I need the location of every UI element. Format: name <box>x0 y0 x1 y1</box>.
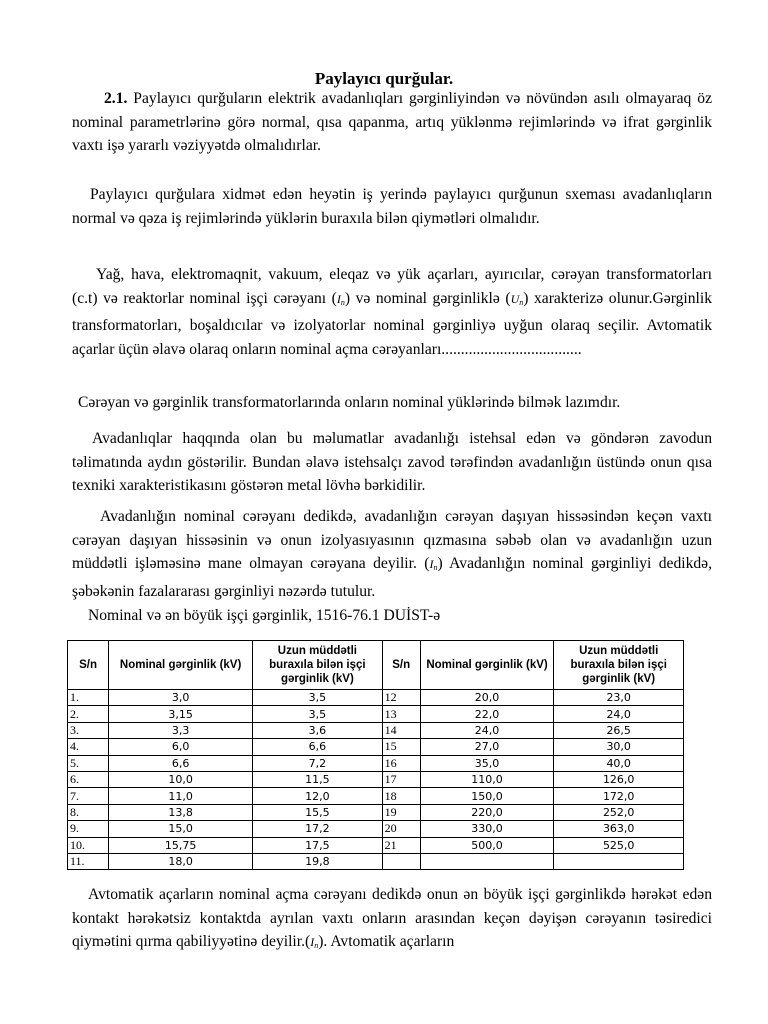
table-row <box>68 837 684 853</box>
cell-max-voltage: 252,0 <box>554 804 684 820</box>
cell-nominal-voltage: 500,0 <box>420 837 554 853</box>
table-body <box>68 690 684 870</box>
cell-sn: 17 <box>382 771 420 787</box>
cell-nominal-voltage: 3,3 <box>109 722 253 738</box>
paragraph-transformers: Cərəyan və gərginlik transformatorlarında onların nominal yüklərində bilmək lazımdır. <box>78 394 621 411</box>
cell-max-voltage: 12,0 <box>253 788 383 804</box>
table-header-row <box>68 641 684 690</box>
cell-sn: 20 <box>382 821 420 837</box>
cell-nominal-voltage: 330,0 <box>420 821 554 837</box>
cell-nominal-voltage: 3,15 <box>109 706 253 722</box>
cell-nominal-voltage: 110,0 <box>420 771 554 787</box>
cell-nominal-voltage: 11,0 <box>109 788 253 804</box>
cell-max-voltage: 3,5 <box>253 690 383 706</box>
page-title: Paylayıcı qurğular. <box>314 69 454 88</box>
cell-nominal-voltage: 6,0 <box>109 739 253 755</box>
cell-sn: 9. <box>68 821 109 837</box>
paragraph-text: ) xarakterizə olunur.Gərginlik transformatorları, boşaldıcılar və izolyatorlar nominal gərginliyə uyğun olaraq seçilir. Avtomatik açarlar üçün əlavə olaraq onların nominal açma cərəyanları.................................... <box>72 289 712 358</box>
cell-sn: 2. <box>68 706 109 722</box>
table-row <box>68 755 684 771</box>
cell-sn: 6. <box>68 771 109 787</box>
paragraph-text: Paylayıcı qurğuların elektrik avadanlıqları gərginliyindən və növündən asılı olmayaraq öz nominal parametrlərinə görə normal, qısa qapanma, artıq yüklənmə rejimlərində və ifrat gərginlik vaxtı işə yararlı vəziyyətdə olmalıdırlar. <box>72 90 712 155</box>
cell-sn: 10. <box>68 837 109 853</box>
header-nominal-voltage: Nominal gərginlik (kV) <box>109 641 253 690</box>
paragraph-equipment <box>72 263 712 361</box>
section-number: 2.1. <box>104 90 128 107</box>
cell-nominal-voltage: 22,0 <box>420 706 554 722</box>
cell-max-voltage: 30,0 <box>554 739 684 755</box>
cell-sn <box>382 853 420 869</box>
header-max-voltage: Uzun müddətli buraxıla bilən işçi gərginlik (kV) <box>554 641 684 690</box>
paragraph-2-1 <box>72 87 712 158</box>
table-row <box>68 853 684 869</box>
cell-max-voltage: 19,8 <box>253 853 383 869</box>
cell-max-voltage: 26,5 <box>554 722 684 738</box>
current-subscript: n <box>340 297 345 307</box>
cell-sn: 11. <box>68 853 109 869</box>
cell-nominal-voltage: 27,0 <box>420 739 554 755</box>
cell-nominal-voltage <box>420 853 554 869</box>
table-row <box>68 804 684 820</box>
cell-max-voltage: 3,6 <box>253 722 383 738</box>
cell-max-voltage: 3,5 <box>253 706 383 722</box>
cell-nominal-voltage: 35,0 <box>420 755 554 771</box>
cell-max-voltage: 17,5 <box>253 837 383 853</box>
current-symbol: I <box>310 935 315 950</box>
table-row <box>68 706 684 722</box>
cell-nominal-voltage: 6,6 <box>109 755 253 771</box>
paragraph-text: ) Avadanlığın nominal gərginliyi dedikdə, şəbəkənin fazalararası gərginliyi nəzərdə tutulur. <box>72 555 712 600</box>
cell-nominal-voltage: 20,0 <box>420 690 554 706</box>
cell-max-voltage: 6,6 <box>253 739 383 755</box>
cell-sn: 7. <box>68 788 109 804</box>
voltage-symbol: U <box>510 291 520 306</box>
cell-nominal-voltage: 13,8 <box>109 804 253 820</box>
table-row <box>68 788 684 804</box>
voltage-table <box>67 640 684 870</box>
cell-max-voltage: 24,0 <box>554 706 684 722</box>
voltage-subscript: n <box>519 297 524 307</box>
table-row <box>68 722 684 738</box>
cell-nominal-voltage: 15,75 <box>109 837 253 853</box>
cell-sn: 8. <box>68 804 109 820</box>
cell-max-voltage: 363,0 <box>554 821 684 837</box>
cell-sn: 13 <box>382 706 420 722</box>
table-title: Nominal və ən böyük işçi gərginlik, 1516-76.1 DUİST-ə <box>88 607 441 624</box>
cell-max-voltage: 11,5 <box>253 771 383 787</box>
paragraph-nominal-current <box>72 505 712 603</box>
cell-nominal-voltage: 15,0 <box>109 821 253 837</box>
cell-max-voltage: 525,0 <box>554 837 684 853</box>
cell-nominal-voltage: 24,0 <box>420 722 554 738</box>
cell-sn: 1. <box>68 690 109 706</box>
current-symbol: I <box>429 557 434 572</box>
paragraph-text: Yağ, hava, elektromaqnit, vakuum, eleqaz və yük açarları, ayırıcılar, cərəyan transformatorları (c.t) və reaktorlar nominal işçi cərəyanı ( <box>72 266 712 307</box>
cell-sn: 16 <box>382 755 420 771</box>
cell-sn: 12 <box>382 690 420 706</box>
current-subscript: n <box>433 563 438 573</box>
cell-max-voltage: 23,0 <box>554 690 684 706</box>
table-row <box>68 690 684 706</box>
paragraph-text: Avtomatik açarların nominal açma cərəyanı dedikdə onun ən böyük işçi gərginlikdə hərəkət edən kontakt hərəkətsiz kontaktda ayrılan vaxtı onların arasından keçən dəyişən cərəyanın təsiredici qiymətini qırma qabiliyyətinə deyilir.( <box>72 886 712 951</box>
cell-nominal-voltage: 10,0 <box>109 771 253 787</box>
cell-max-voltage <box>554 853 684 869</box>
header-sn: S/n <box>68 641 109 690</box>
paragraph-text: ) və nominal gərginliklə ( <box>344 289 511 307</box>
header-max-voltage: Uzun müddətli buraxıla bilən işçi gərginlik (kV) <box>253 641 383 690</box>
cell-sn: 14 <box>382 722 420 738</box>
cell-sn: 3. <box>68 722 109 738</box>
paragraph-text: Avadanlığın nominal cərəyanı dedikdə, avadanlığın cərəyan daşıyan hissəsindən keçən vaxtı cərəyan daşıyan hissəsinin və onun izolyasıyasının qızmasına səbəb olan və avadanlığın uzun müddətli işləməsinə mane olmayan cərəyana deyilir. ( <box>72 508 712 573</box>
cell-max-voltage: 40,0 <box>554 755 684 771</box>
cell-sn: 19 <box>382 804 420 820</box>
current-symbol: I <box>336 291 341 306</box>
table-row <box>68 771 684 787</box>
cell-nominal-voltage: 18,0 <box>109 853 253 869</box>
header-sn: S/n <box>382 641 420 690</box>
paragraph-personnel: Paylayıcı qurğulara xidmət edən heyətin iş yerində paylayıcı qurğunun sxeması avadanlıqların normal və qəza iş rejimlərində yüklərin buraxıla bilən qiymətləri olmalıdır. <box>72 186 712 227</box>
cell-nominal-voltage: 150,0 <box>420 788 554 804</box>
cell-nominal-voltage: 3,0 <box>109 690 253 706</box>
cell-max-voltage: 172,0 <box>554 788 684 804</box>
paragraph-text: ). Avtomatik açarların <box>318 933 455 951</box>
cell-max-voltage: 17,2 <box>253 821 383 837</box>
cell-max-voltage: 7,2 <box>253 755 383 771</box>
cell-max-voltage: 15,5 <box>253 804 383 820</box>
cell-sn: 15 <box>382 739 420 755</box>
current-subscript: n <box>314 941 319 951</box>
table-row <box>68 821 684 837</box>
header-nominal-voltage: Nominal gərginlik (kV) <box>420 641 554 690</box>
table-row <box>68 739 684 755</box>
cell-sn: 18 <box>382 788 420 804</box>
cell-sn: 21 <box>382 837 420 853</box>
cell-sn: 5. <box>68 755 109 771</box>
paragraph-manufacturer: Avadanlıqlar haqqında olan bu məlumatlar avadanlığı istehsal edən və göndərən zavodun təlimatında aydın göstərilir. Bundan əlavə istehsalçı zavod tərəfindən avadanlığın üstündə onun qısa texniki xarakteristikasını göstərən metal lövhə bərkidilir. <box>72 430 712 495</box>
cell-sn: 4. <box>68 739 109 755</box>
cell-nominal-voltage: 220,0 <box>420 804 554 820</box>
paragraph-breaking-current <box>72 883 712 958</box>
cell-max-voltage: 126,0 <box>554 771 684 787</box>
